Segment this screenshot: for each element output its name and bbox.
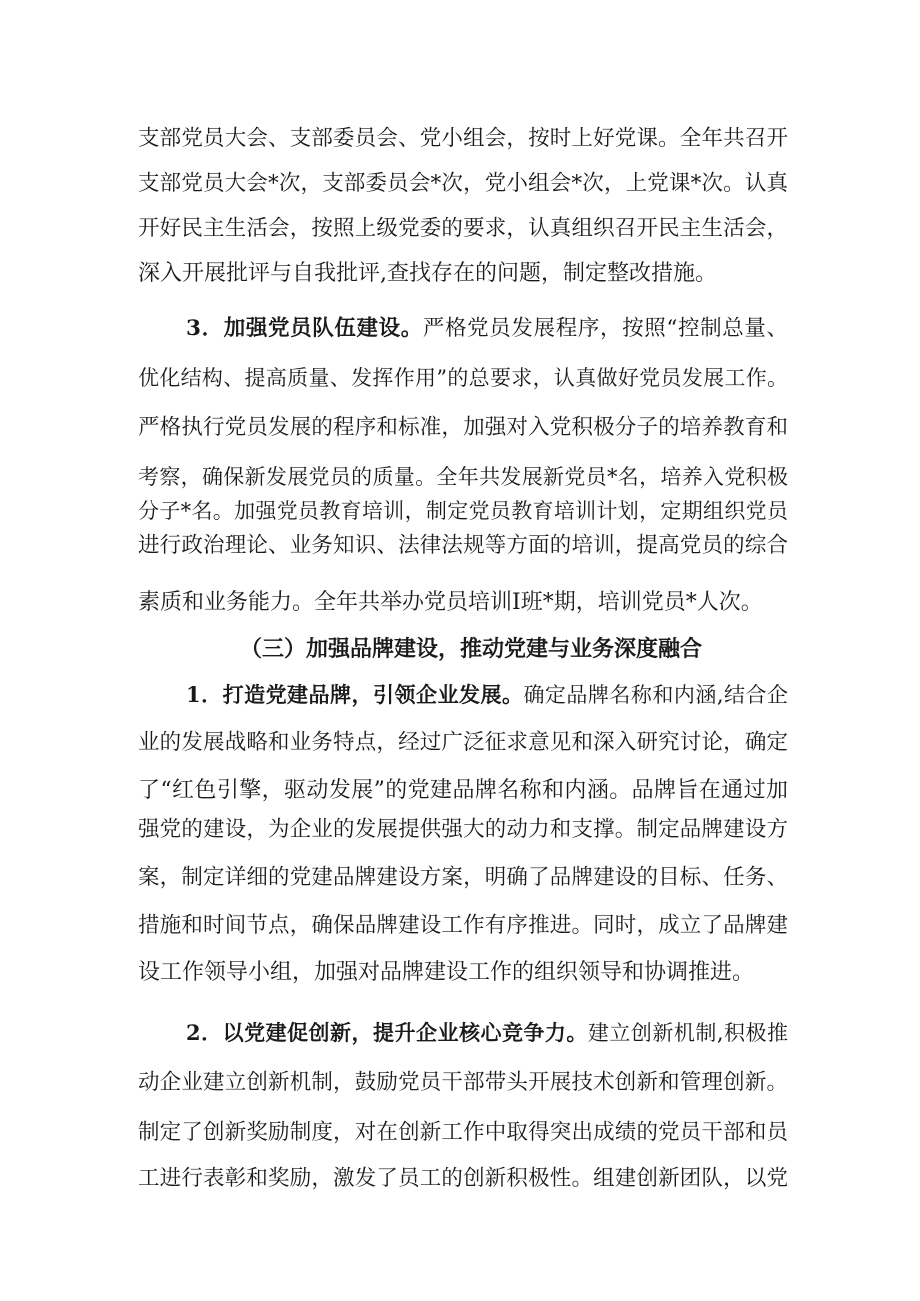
paragraph-line — [138, 1159, 788, 1199]
line-text: 开好民主生活会，按照上级党委的要求，认真组织召开民主生活会， — [138, 216, 788, 241]
paragraph-line — [138, 491, 788, 531]
line-text: 严格党员发展程序，按照“控制总量、 — [422, 316, 788, 341]
paragraph-line — [138, 1113, 788, 1153]
line-text: 优化结构、提高质量、发挥作用”的总要求，认真做好党员发展工作。 — [138, 366, 788, 390]
paragraph-line — [138, 1063, 788, 1103]
paragraph-line — [186, 675, 788, 715]
section-heading — [240, 629, 740, 669]
line-text: 案，制定详细的党建品牌建设方案，明确了品牌建设的目标、任务、 — [138, 865, 788, 890]
line-text: 考察，确保新发展党员的质量。全年共发展新党员*名，培养入党积极 — [138, 465, 788, 489]
section-lead: 3．加强党员队伍建设。 — [186, 316, 423, 341]
line-text: 强党的建设，为企业的发展提供强大的动力和支撑。制定品牌建设方 — [138, 817, 788, 842]
paragraph-line — [138, 953, 788, 993]
line-text: 建立创新机制,积极推 — [587, 1021, 788, 1045]
paragraph-line — [138, 771, 788, 811]
line-text: 严格执行党员发展的程序和标准，加强对入党积极分子的培养教育和 — [138, 415, 788, 440]
line-text: 制定了创新奖励制度，对在创新工作中取得突出成绩的党员干部和员 — [138, 1120, 788, 1145]
line-text: 确定品牌名称和内涵,结合企 — [523, 683, 788, 707]
section-lead: 1．打造党建品牌，引领企业发展。 — [186, 682, 524, 707]
paragraph-line — [186, 309, 788, 349]
paragraph-line — [138, 906, 788, 946]
line-text: 业的发展战略和业务特点，经过广泛征求意见和深入研究讨论，确定 — [138, 730, 788, 755]
line-text: 工进行表彰和奖励，激发了员工的创新积极性。组建创新团队，以党 — [138, 1166, 788, 1191]
paragraph-line — [138, 583, 788, 623]
paragraph-line — [138, 164, 788, 204]
line-text: 支部党员大会*次，支部委员会*次，党小组会*次，上党课*次。认真 — [138, 171, 788, 196]
paragraph-line — [138, 408, 788, 448]
line-text: 支部党员大会、支部委员会、党小组会，按时上好党课。全年共召开 — [138, 126, 788, 151]
paragraph-line — [138, 526, 788, 566]
paragraph-line — [138, 858, 788, 898]
line-text: 动企业建立创新机制，鼓励党员干部带头开展技术创新和管理创新。 — [138, 1070, 788, 1095]
line-text: 深入开展批评与自我批评,查找存在的问题，制定整改措施。 — [138, 261, 717, 286]
line-text: 素质和业务能力。全年共举办党员培训I班*期，培训党员*人次。 — [138, 590, 763, 615]
paragraph-line — [138, 810, 788, 850]
paragraph-line — [138, 209, 788, 249]
paragraph-line — [138, 723, 788, 763]
line-text: 进行政治理论、业务知识、法律法规等方面的培训，提高党员的综合 — [138, 533, 788, 558]
paragraph-line — [138, 358, 788, 398]
line-text: 分子*名。加强党员教育培训，制定党员教育培训计划，定期组织党员 — [138, 499, 788, 523]
line-text: 了“红色引擎，驱动发展”的党建品牌名称和内涵。品牌旨在通过加 — [138, 778, 788, 803]
heading-text: （三）加强品牌建设，推动党建与业务深度融合 — [240, 636, 703, 662]
paragraph-line — [138, 254, 788, 294]
paragraph-line — [138, 119, 788, 159]
line-text: 设工作领导小组，加强对品牌建设工作的组织领导和协调推进。 — [138, 960, 755, 985]
section-lead: 2．以党建促创新，提升企业核心竞争力。 — [186, 1020, 588, 1045]
paragraph-line — [186, 1013, 788, 1053]
line-text: 措施和时间节点，确保品牌建设工作有序推进。同时，成立了品牌建 — [138, 913, 788, 938]
